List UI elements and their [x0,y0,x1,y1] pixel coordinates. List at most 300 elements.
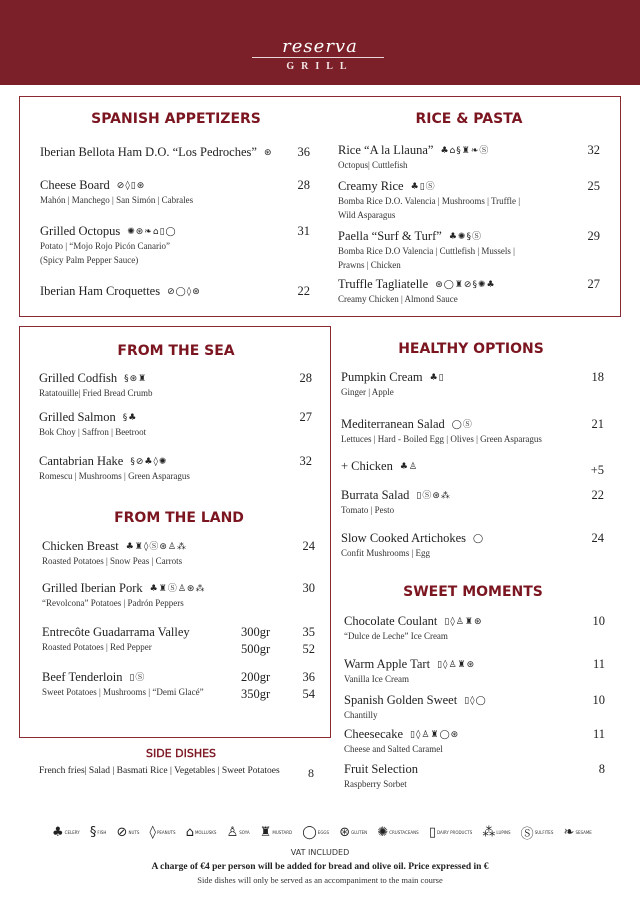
menu-item [344,693,605,722]
menu-item-name [344,693,486,708]
nuts-icon: ⊘ [463,280,472,290]
sesame-icon: ❧ [563,825,575,840]
peanuts-icon: ◊ [443,660,448,670]
heading-healthy-options: HEALTHY OPTIONS [398,341,544,357]
menu-item-name [338,229,515,244]
fish-icon: § [122,413,128,423]
allergen-legend [52,823,592,842]
mustard-icon: ♜ [259,825,272,840]
menu-item-name [39,454,190,469]
dairy-icon: ▯ [464,696,470,706]
peanuts-icon: ◊ [470,696,475,706]
dairy-icon: ▯ [410,730,415,740]
legend-item-sulfites [521,823,554,842]
legend-item-gluten [339,825,367,840]
mustard-icon: ♜ [134,542,143,552]
heading-rice-pasta: RICE & PASTA [415,111,523,127]
crustaceans-icon: ✺ [127,227,135,237]
allergen-icons [436,657,474,671]
menu-item-price: 18 [591,370,604,384]
header-banner [0,0,640,85]
allergen-icons [116,178,145,192]
menu-item-description: “Dulce de Leche” Ice Cream [344,631,448,641]
celery-icon: ♣ [144,457,153,467]
menu-item-description: Roasted Potatoes | Snow Peas | Carrots [42,556,183,566]
dairy-icon: ▯ [130,181,136,191]
menu-item [341,417,604,446]
allergen-icons [166,284,200,298]
peanuts-icon: ◊ [186,287,192,297]
allergen-icons [443,614,481,628]
logo-subtitle: GRILL [286,61,354,72]
menu-item [341,488,604,517]
allergen-icons [410,179,435,193]
menu-item [338,179,600,222]
menu-item-description: (Spicy Palm Pepper Sauce) [40,255,139,265]
menu-item-description: Cheese and Salted Caramel [344,744,443,754]
dairy-icon: ▯ [416,491,422,501]
vat-note: VAT INCLUDED [290,848,350,857]
menu-item-price: 35 [302,625,315,639]
dairy-icon: ▯ [437,660,443,670]
legend-label: NUTS [128,830,140,835]
heading-from-the-sea: FROM THE SEA [117,343,235,359]
mustard-icon: ♜ [430,730,439,740]
sesame-icon: ❧ [470,146,479,156]
menu-item-title: Cheesecake [344,727,403,741]
gluten-icon: ⊛ [159,542,167,552]
menu-item-title: + Chicken [341,459,393,473]
dairy-icon: ▯ [129,673,135,683]
legend-label: MUSTARD [272,830,293,835]
menu-item-title: Chocolate Coulant [344,614,438,628]
gluten-icon: ⊛ [263,148,272,158]
menu-item-description: Ginger | Apple [341,387,394,397]
menu-item-price: 10 [592,614,605,628]
dairy-icon: ▯ [444,617,450,627]
nuts-icon: ⊘ [116,825,128,840]
menu-item-title: Paella “Surf & Turf” [338,229,442,243]
celery-icon: ♣ [429,373,438,383]
legend-item-crustaceans [377,825,418,840]
allergen-icons [399,459,417,473]
menu-item-name [40,145,272,160]
menu-item-name [40,284,200,299]
eggs-icon: ◯ [443,280,454,290]
menu-item-title: Truffle Tagliatelle [338,277,429,291]
menu-item-name [344,727,458,742]
fish-icon: § [472,280,477,290]
fish-icon: § [124,374,129,384]
menu-item-price: 21 [591,417,604,431]
allergen-icons [451,417,472,431]
menu-item-name [338,143,488,158]
menu-item-price: 22 [591,488,604,502]
menu-item-name [341,531,483,546]
sulfites-icon: Ⓢ [471,232,481,242]
celery-icon: ♣ [125,542,134,552]
gluten-icon: ⊛ [450,730,459,740]
soya-icon: ♙ [408,462,417,472]
sulfites-icon: Ⓢ [149,542,159,552]
fish-icon: § [130,457,135,467]
sesame-icon: ❧ [144,227,152,237]
menu-item-description: Roasted Potatoes | Red Pepper [42,642,152,652]
legend-label: EGGS [317,830,330,835]
menu-item-title: Iberian Ham Croquettes [40,284,161,298]
lupins-icon: ⁂ [482,825,496,840]
peanuts-icon: ◊ [143,542,149,552]
menu-item-price: 27 [587,277,600,291]
crustaceans-icon: ✺ [377,825,389,840]
menu-item-weight: 350gr [241,687,271,701]
lupins-icon: ⁂ [440,491,450,501]
legend-label: LUPINS [496,830,511,835]
menu-item [40,284,310,299]
menu-item-title: Rice “A la Llauna” [338,143,434,157]
allergen-icons [129,454,166,468]
logo-wordmark: reserva [282,36,358,57]
menu-item-title: Entrecôte Guadarrama Valley [42,625,190,639]
legend-item-sesame [564,825,592,840]
allergen-icons [123,371,146,385]
menu-item [40,178,310,207]
heading-sweet-moments: SWEET MOMENTS [403,584,543,600]
legend-item-lupins [482,825,510,840]
peanuts-icon: ◊ [450,617,455,627]
menu-item [338,143,600,172]
gluten-icon: ⊛ [435,280,443,290]
soya-icon: ♙ [167,542,176,552]
menu-item-description: Chantilly [344,710,378,720]
legend-item-mollusks [186,825,217,840]
menu-item-price: 22 [297,284,310,298]
gluten-icon: ⊛ [135,227,144,237]
menu-item [338,229,600,272]
menu-item-price: 28 [297,178,310,192]
allergen-icons [434,277,494,291]
gluten-icon: ⊛ [339,825,351,840]
menu-item-price: 31 [297,224,310,238]
menu-item-name [40,178,193,193]
soya-icon: ♙ [448,660,457,670]
eggs-icon: ◯ [302,825,317,840]
menu-item-name [42,625,190,640]
gluten-icon: ⊛ [129,374,138,384]
celery-icon: ♣ [128,413,137,423]
gluten-icon: ⊛ [473,617,482,627]
mollusks-icon: ⌂ [185,825,194,840]
menu-item-title: Fruit Selection [344,762,418,776]
menu-item-title: Mediterranean Salad [341,417,445,431]
sulfites-icon: Ⓢ [479,146,489,156]
legend-label: SOYA [239,830,250,835]
legend-label: CRUSTACEANS [389,830,419,835]
gluten-icon: ⊛ [432,491,440,501]
menu-item-title: Slow Cooked Artichokes [341,531,466,545]
soya-icon: ♙ [421,730,430,740]
celery-icon: ♣ [440,146,449,156]
legend-label: SESAME [575,830,592,835]
menu-item-description: Lettuces | Hard - Boiled Egg | Olives | Green Asparagus [341,434,542,444]
menu-item-title: Grilled Iberian Pork [42,581,143,595]
gluten-icon: ⊛ [192,287,200,297]
menu-item-price: 32 [299,454,312,468]
menu-item-description: Octopus| Cuttlefish [338,160,408,170]
menu-item-description: Potato | “Mojo Rojo Picón Canario” [40,241,171,251]
celery-icon: ♣ [52,825,64,840]
menu-item [42,670,315,701]
soya-icon: ♙ [455,617,464,627]
menu-item-price: 54 [302,687,315,701]
menu-item [39,454,312,483]
celery-icon: ♣ [410,182,419,192]
menu-item-price: 11 [592,727,605,741]
legend-item-nuts [117,825,140,840]
dairy-icon: ▯ [428,825,436,840]
peanuts-icon: ◊ [149,825,156,840]
menu-item-name [344,614,482,629]
sulfites-icon: Ⓢ [462,420,472,430]
menu-item-description: Mahón | Manchego | San Simón | Cabrales [40,195,194,205]
legend-item-fish [90,825,107,840]
menu-item-price: 36 [302,670,315,684]
allergen-icons [429,370,444,384]
fish-icon: § [456,146,461,156]
sulfites-icon: Ⓢ [167,584,177,594]
legend-item-soya [227,825,250,840]
menu-item-weight: 200gr [241,670,271,684]
menu-item-description: Ratatouille| Fried Bread Crumb [39,388,153,398]
menu-item-name [40,224,176,239]
allergen-icons [122,410,137,424]
allergen-icons [126,224,175,238]
celery-icon: ♣ [486,280,495,290]
logo-divider [252,57,384,58]
legend-label: SULFITES [534,830,554,835]
side-dish-note: Side dishes will only be served as an accompaniment to the main course [197,875,443,885]
legend-item-mustard [260,825,292,840]
menu-item-title: Pumpkin Cream [341,370,423,384]
allergen-icons [448,229,481,243]
menu-item-description: Romescu | Mushrooms | Green Asparagus [39,471,190,481]
menu-item [344,727,605,756]
menu-item-name [341,459,417,474]
mustard-icon: ♜ [454,280,463,290]
sulfites-icon: Ⓢ [422,491,432,501]
legend-item-dairy [429,825,472,840]
celery-icon: ♣ [149,584,158,594]
allergen-icons [128,670,144,684]
menu-item-name [341,370,444,385]
heading-appetizers: SPANISH APPETIZERS [91,111,261,127]
gluten-icon: ⊛ [136,181,145,191]
menu-item-title: Cantabrian Hake [39,454,124,468]
menu-item-title: Grilled Codfish [39,371,118,385]
eggs-icon: ◯ [165,227,176,237]
menu-item-price: 11 [592,657,605,671]
menu-item [344,762,605,791]
allergen-icons [439,143,488,157]
bread-charge-note: A charge of €4 per person will be added for bread and olive oil. Price expressed in € [151,862,489,872]
menu-item [341,531,604,560]
menu-item-title: Iberian Bellota Ham D.O. “Los Pedroches” [40,145,257,159]
allergen-icons [409,727,458,741]
legend-label: DAIRY PRODUCTS [436,830,473,835]
menu-item-price: 30 [302,581,315,595]
menu-item-name [42,670,204,685]
gluten-icon: ⊛ [186,584,195,594]
menu-item [42,539,315,568]
mustard-icon: ♜ [158,584,167,594]
menu-item-price: 52 [302,642,315,656]
eggs-icon: ◯ [475,696,486,706]
menu-item-title: Grilled Octopus [40,224,121,238]
mustard-icon: ♜ [138,374,147,384]
menu-item-name [39,410,146,425]
soya-icon: ♙ [177,584,186,594]
menu-item-price: +5 [590,463,604,477]
legend-item-peanuts [150,825,176,840]
menu-item-title: Cheese Board [40,178,110,192]
menu-item-title: Creamy Rice [338,179,404,193]
nuts-icon: ⊘ [116,181,125,191]
menu-item-price: 8 [598,762,605,776]
lupins-icon: ⁂ [176,542,186,552]
dairy-icon: ▯ [419,182,425,192]
menu-item-price: 10 [592,693,605,707]
menu-item-title: Grilled Salmon [39,410,116,424]
menu-item-title: Beef Tenderloin [42,670,123,684]
legend-item-eggs [302,825,329,840]
legend-label: PEANUTS [156,830,176,835]
menu-item-name [338,179,520,194]
crustaceans-icon: ✺ [158,457,167,467]
menu-item-description: Prawns | Chicken [338,260,401,270]
menu-item [341,370,604,399]
nuts-icon: ⊘ [167,287,175,297]
menu-item [344,614,605,643]
menu-item [344,657,605,686]
menu-item-title: Burrata Salad [341,488,410,502]
menu-item [40,224,310,267]
celery-icon: ♣ [448,232,457,242]
menu-item-weight: 500gr [241,642,271,656]
mustard-icon: ♜ [464,617,473,627]
menu-item-price: 28 [299,371,312,385]
menu-item-description: Bomba Rice D.O Valencia | Cuttlefish | Mussels | [338,246,515,256]
allergen-icons [149,581,205,595]
menu-item-price: 27 [299,410,312,424]
sulfites-icon: Ⓢ [135,673,145,683]
allergen-icons [125,539,186,553]
mollusks-icon: ⌂ [449,146,456,156]
peanuts-icon: ◊ [153,457,158,467]
menu-item-name [42,539,186,554]
menu-item-price: 25 [587,179,600,193]
crustaceans-icon: ✺ [477,280,486,290]
menu-item-description: Vanilla Ice Cream [344,674,409,684]
menu-item [42,581,315,610]
menu-item-description: Tomato | Pesto [341,505,395,515]
menu-item-description: Bomba Rice D.O. Valencia | Mushrooms | Truffle | [338,196,521,206]
legend-label: MOLLUSKS [194,830,217,835]
menu-item-description: Wild Asparagus [338,210,396,220]
menu-item-description: Confit Mushrooms | Egg [341,548,431,558]
allergen-icons [463,693,485,707]
soya-icon: ♙ [226,825,239,840]
menu-item-price: 29 [587,229,600,243]
menu-item-description: Creamy Chicken | Almond Sauce [338,294,458,304]
legend-item-celery [52,825,80,840]
menu-item [338,277,600,306]
menu-item-description: “Revolcona” Potatoes | Padrón Peppers [42,598,184,608]
menu-item-description: Bok Choy | Saffron | Beetroot [39,427,147,437]
side-dishes-price: 8 [308,766,314,780]
sulfites-icon: Ⓢ [520,827,534,842]
menu-item-title: Chicken Breast [42,539,119,553]
menu-item [40,145,310,160]
menu-item [341,459,604,477]
dairy-icon: ▯ [159,227,165,237]
legend-label: GLUTEN [351,830,368,835]
menu-item [39,410,312,439]
menu-item-name [341,417,542,432]
menu-item-name [39,371,153,386]
celery-icon: ♣ [399,462,408,472]
allergen-icons [472,531,483,545]
eggs-icon: ◯ [473,534,484,544]
sulfites-icon: Ⓢ [425,182,435,192]
peanuts-icon: ◊ [415,730,421,740]
menu-item-title: Spanish Golden Sweet [344,693,458,707]
menu-item-name [42,581,204,596]
fish-icon: § [466,232,471,242]
mollusks-icon: ⌂ [152,227,159,237]
fish-icon: § [89,825,97,840]
crustaceans-icon: ✺ [457,232,466,242]
menu-item-name [344,657,474,672]
mustard-icon: ♜ [461,146,470,156]
menu-item-name [338,277,495,292]
menu-item-price: 32 [587,143,600,157]
menu-item-title: Warm Apple Tart [344,657,431,671]
menu-item-price: 24 [591,531,604,545]
heading-side-dishes: SIDE DISHES [145,747,217,760]
menu-item-name [344,762,418,777]
menu-item-description: Sweet Potatoes | Mushrooms | “Demi Glacé” [42,687,204,697]
legend-label: FISH [97,830,107,835]
menu-item-price: 24 [302,539,315,553]
menu-item [42,625,315,656]
menu-item-price: 36 [297,145,310,159]
eggs-icon: ◯ [451,420,462,430]
menu-item-name [341,488,450,503]
peanuts-icon: ◊ [125,181,130,191]
gluten-icon: ⊛ [466,660,475,670]
legend-label: CELERY [64,830,80,835]
lupins-icon: ⁂ [195,584,205,594]
menu-item-description: Raspberry Sorbet [344,779,407,789]
allergen-icons [415,488,450,502]
nuts-icon: ⊘ [135,457,144,467]
menu-item [39,371,312,400]
heading-from-the-land: FROM THE LAND [114,510,244,526]
eggs-icon: ◯ [439,730,450,740]
eggs-icon: ◯ [175,287,186,297]
menu-item-weight: 300gr [241,625,271,639]
mustard-icon: ♜ [457,660,466,670]
